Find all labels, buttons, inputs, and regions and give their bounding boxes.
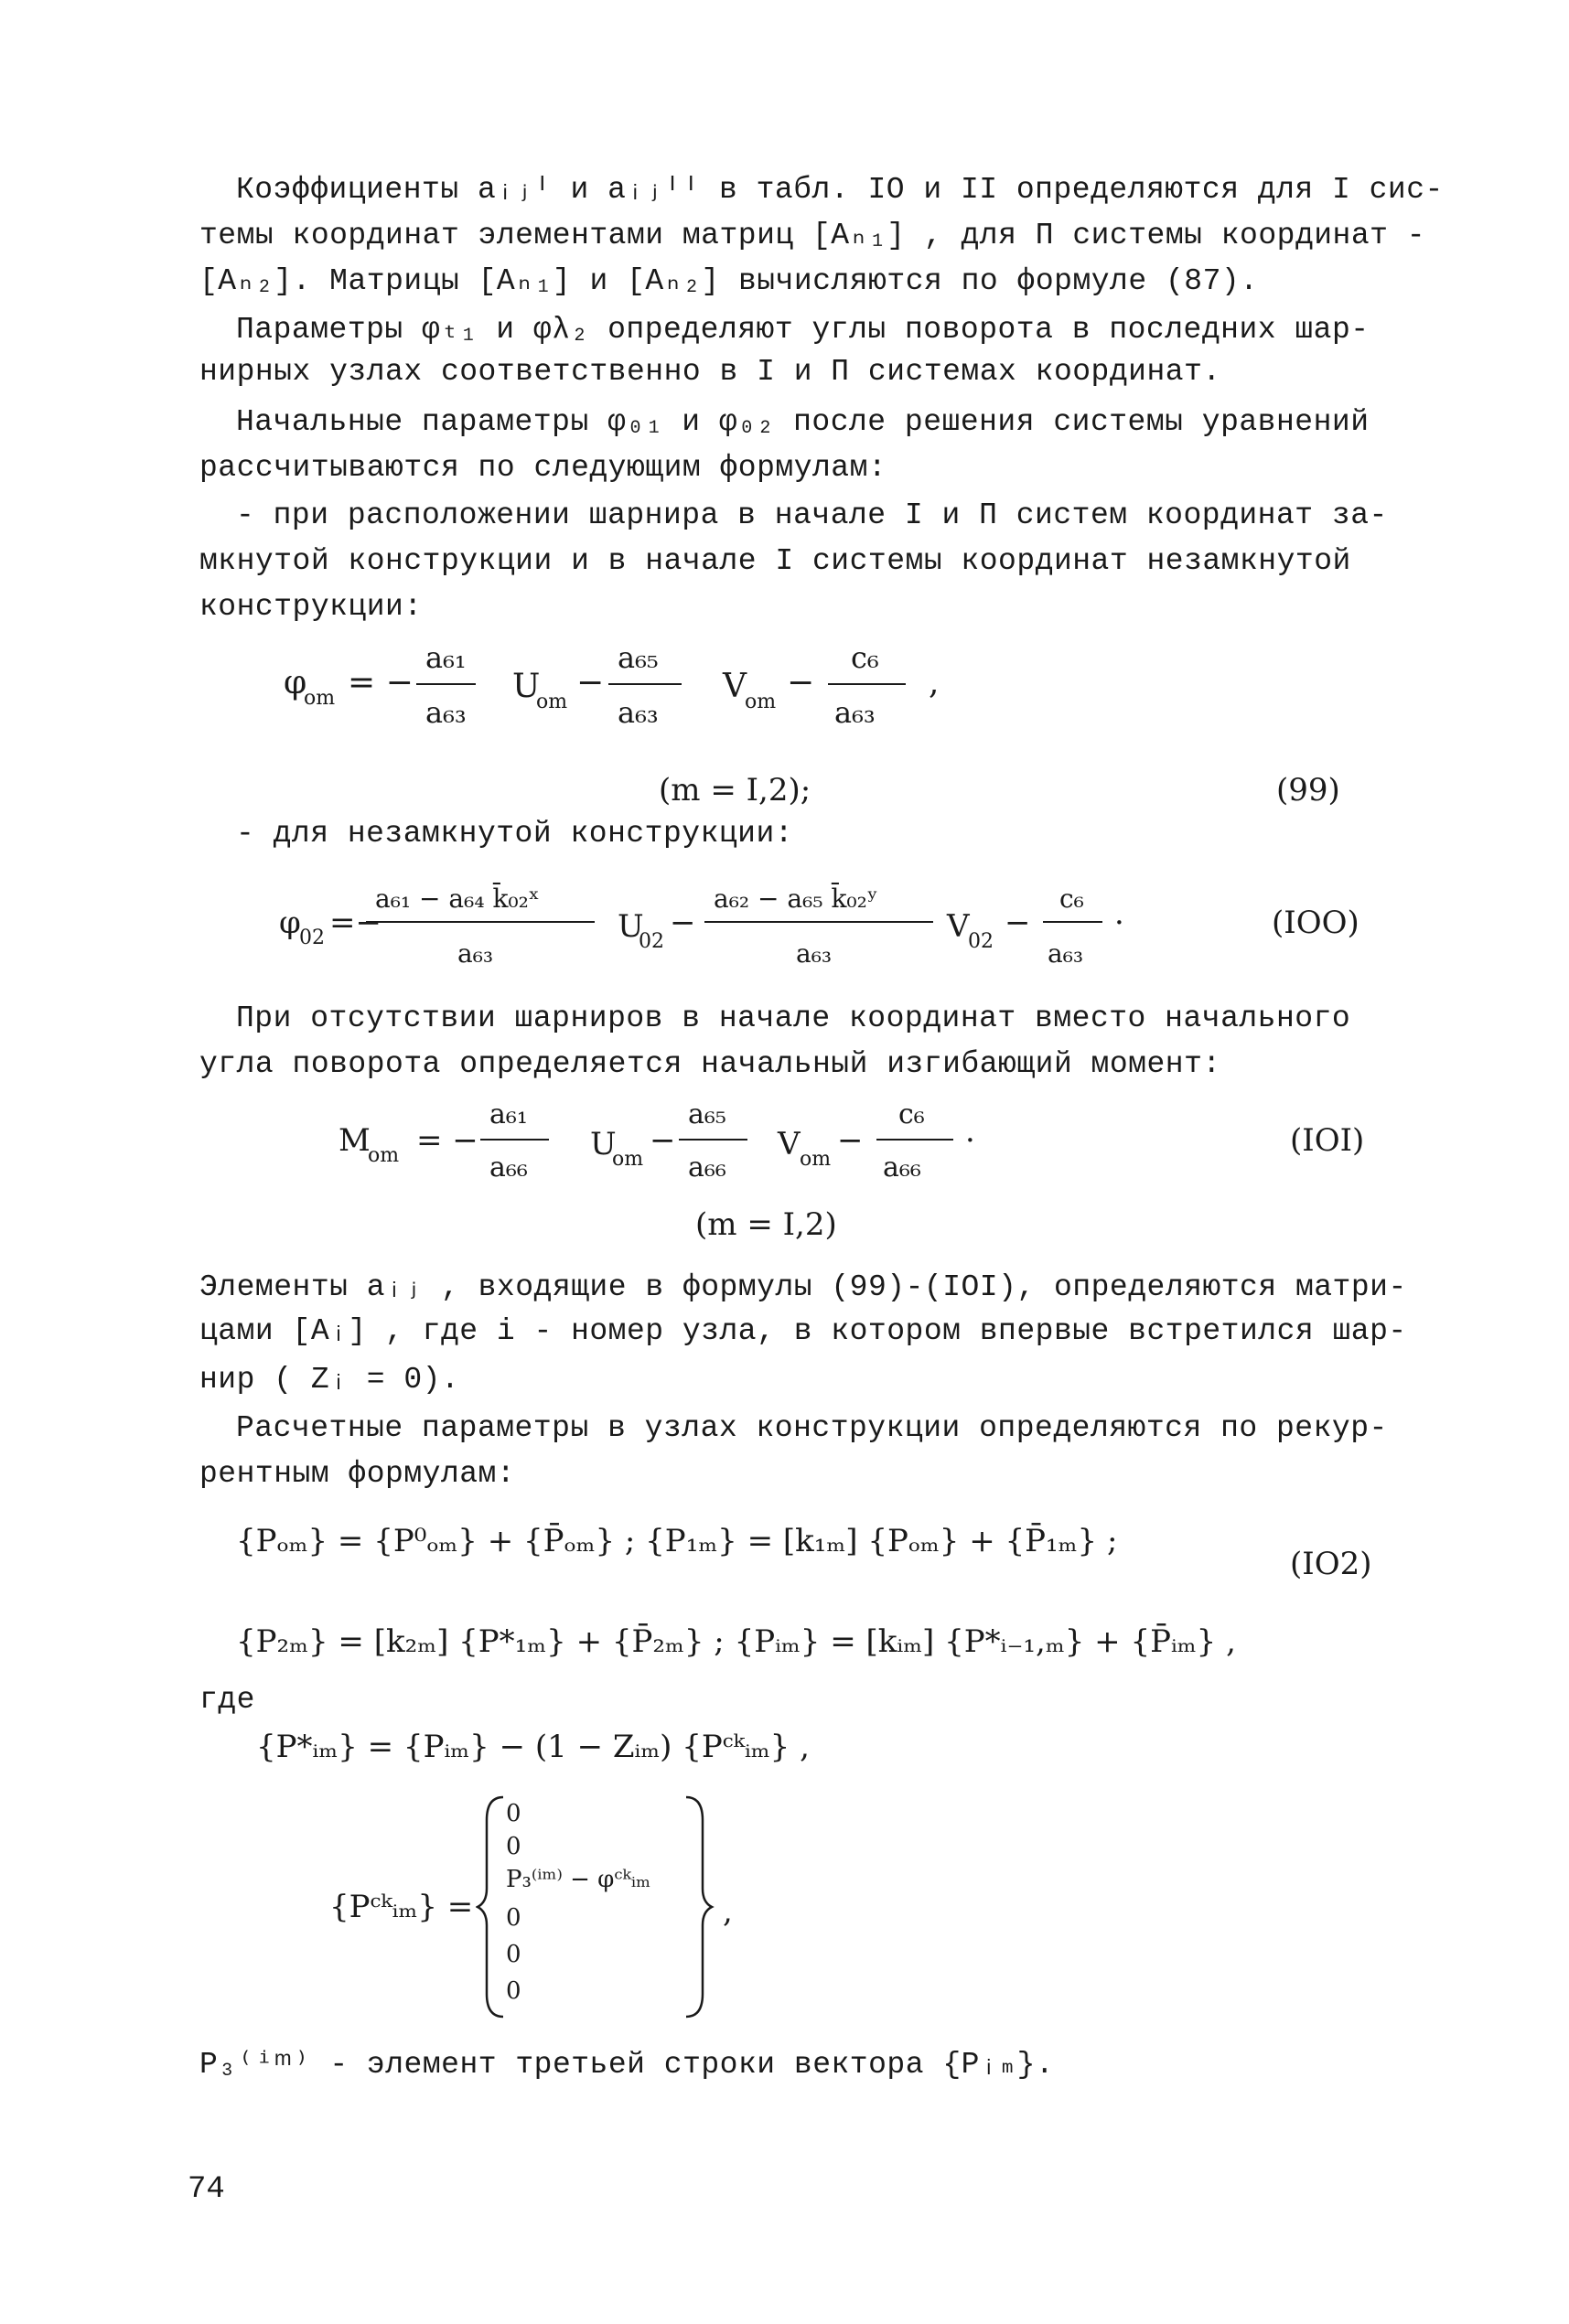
paragraph-1-line-3: [Aₙ₂]. Матрицы [Aₙ₁] и [Aₙ₂] вычисляются по формуле (87). (199, 264, 1259, 298)
where-word: где (199, 1683, 255, 1717)
eq99-t2-var-sub: om (745, 691, 777, 713)
eq99-t2-num: a₆₅ (618, 640, 659, 675)
eq100-t2-var-sub: 02 (968, 930, 994, 953)
eq100-t1-num: a₆₁ − a₆₄ k̄₀₂ˣ (375, 884, 540, 914)
eq101-t2-den: a₆₆ (688, 1151, 726, 1183)
final-line: P₃⁽ⁱᵐ⁾ - элемент третьей строки вектора {Pᵢₘ}. (199, 2048, 1055, 2082)
pck-vector-row-4: 0 (506, 1904, 521, 1932)
eq99-lhs: φ (284, 664, 307, 701)
eq101-lhs-sub: om (368, 1144, 400, 1167)
paragraph-7-line-3: нир ( Zᵢ = 0). (199, 1363, 460, 1397)
eq101-t3-den: a₆₆ (883, 1151, 921, 1183)
page-number: 74 (188, 2172, 225, 2207)
paragraph-2-line-1: Параметры φₜ₁ и φλ₂ определяют углы поворота в последних шар- (236, 313, 1370, 347)
paragraph-7-line-1: Элементы aᵢⱼ , входящие в формулы (99)-(IOI), определяются матри- (199, 1270, 1407, 1304)
svg-text:−: − (670, 905, 696, 941)
paragraph-8-line-1: Расчетные параметры в узлах конструкции определяются по рекур- (236, 1411, 1388, 1445)
paragraph-4-line-2: мкнутой конструкции и в начале I системы координат незамкнутой (199, 544, 1351, 578)
eq100-t1-den: a₆₃ (457, 938, 494, 969)
svg-text:−: − (1005, 905, 1031, 941)
eq99-number: (99) (1276, 772, 1340, 809)
eq102-number: (IO2) (1290, 1546, 1372, 1582)
svg-text:−: − (650, 1122, 676, 1159)
paragraph-8-line-2: рентным формулам: (199, 1457, 516, 1491)
svg-text:−: − (787, 664, 815, 701)
equation-99 (274, 631, 1418, 823)
eq101-t1-num: a₆₁ (489, 1098, 528, 1130)
eq100-t2-num: a₆₂ − a₆₅ k̄₀₂ʸ (714, 884, 878, 914)
eq102-line-1: {Pₒₘ} = {P⁰ₒₘ} + {P̄ₒₘ} ; {P₁ₘ} = [k₁ₘ] {Pₒₘ} + {P̄₁ₘ} ; (236, 1523, 1118, 1559)
paragraph-1-line-2: темы координат элементами матриц [Aₙ₁] , для П системы координат - (199, 219, 1426, 252)
eq101-t2-var-sub: om (800, 1148, 832, 1171)
eq100-t3-den: a₆₃ (1048, 938, 1084, 969)
eq101-t1-var: U (590, 1126, 617, 1162)
eq99-t2-den: a₆₃ (618, 695, 659, 730)
eq101-t2-var: V (778, 1126, 801, 1162)
eq99-t1-den: a₆₃ (425, 695, 467, 730)
eq99-t2-var: V (723, 668, 747, 705)
eq101-number: (IOI) (1290, 1122, 1365, 1159)
svg-text:,: , (929, 664, 940, 701)
paragraph-3-line-1: Начальные параметры φ₀₁ и φ₀₂ после решения системы уравнений (236, 405, 1370, 439)
paragraph-4-line-1: - при расположении шарнира в начале I и П систем координат за- (236, 498, 1388, 532)
equation-100 (274, 860, 1418, 979)
eq101-t2-num: a₆₅ (688, 1098, 726, 1130)
eq100-lhs-sub: 02 (299, 926, 325, 949)
eq100-t2-var: V (947, 908, 970, 945)
eq99-t1-num: a₆₁ (425, 640, 467, 675)
paragraph-6-line-2: угла поворота определяется начальный изгибающий момент: (199, 1047, 1221, 1081)
eq100-t1-var: U (618, 908, 644, 945)
eq99-t1-var: U (512, 668, 541, 705)
eq99-condition: (m = I,2); (659, 772, 811, 809)
paragraph-1-line-1: Коэффициенты aᵢⱼᴵ и aᵢⱼᴵᴵ в табл. IO и II определяются для I сис- (236, 173, 1444, 207)
paragraph-7-line-2: цами [Aᵢ] , где i - номер узла, в котором впервые встретился шар- (199, 1314, 1407, 1348)
paragraph-5-line-1: - для незамкнутой конструкции: (236, 817, 794, 851)
paragraph-6-line-1: При отсутствии шарниров в начале координат вместо начального (236, 1001, 1351, 1035)
eq102-line-2: {P₂ₘ} = [k₂ₘ] {P*₁ₘ} + {P̄₂ₘ} ; {Pᵢₘ} = [kᵢₘ] {P*ᵢ₋₁,ₘ} + {P̄ᵢₘ} , (236, 1623, 1236, 1660)
eq99-lhs-sub: om (304, 687, 336, 710)
pck-tail: , (723, 1893, 733, 1930)
eq99-t3-den: a₆₃ (834, 695, 876, 730)
pck-vector-row-1: 0 (506, 1800, 521, 1827)
pck-vector-row-5: 0 (506, 1941, 521, 1968)
svg-text:·: · (1114, 905, 1124, 941)
paragraph-3-line-2: рассчитываются по следующим формулам: (199, 451, 887, 485)
paragraph-4-line-3: конструкции: (199, 590, 423, 624)
svg-text:=−: =− (329, 905, 382, 941)
pck-vector-row-2: 0 (506, 1833, 521, 1860)
svg-text:−: − (576, 664, 605, 701)
eq100-t1-var-sub: 02 (639, 930, 664, 953)
eq100-t3-num: c₆ (1059, 884, 1084, 914)
svg-text:= −: = − (348, 664, 414, 701)
eq101-t3-num: c₆ (898, 1098, 925, 1130)
pck-lhs: {Pᶜᵏᵢₘ} = (329, 1889, 474, 1925)
svg-text:·: · (965, 1122, 975, 1159)
pck-vector-row-6: 0 (506, 1977, 521, 2005)
eq101-t1-den: a₆₆ (489, 1151, 528, 1183)
eq100-t2-den: a₆₃ (796, 938, 833, 969)
svg-text:= −: = − (416, 1122, 478, 1159)
pck-vector-row-3: P₃⁽ⁱᵐ⁾ − φᶜᵏᵢₘ (506, 1866, 651, 1893)
svg-text:−: − (837, 1122, 864, 1159)
eq100-number: (IOO) (1272, 905, 1359, 941)
eq99-t1-var-sub: om (536, 691, 568, 713)
eq101-lhs: M (339, 1122, 371, 1159)
equation-101 (329, 1088, 1418, 1253)
paragraph-2-line-2: нирных узлах соответственно в I и П системах координат. (199, 355, 1221, 389)
eq100-lhs: φ (279, 905, 301, 941)
pstar-equation: {P*ᵢₘ} = {Pᵢₘ} − (1 − Zᵢₘ) {Pᶜᵏᵢₘ} , (256, 1729, 810, 1765)
eq101-t1-var-sub: om (612, 1148, 644, 1171)
eq101-condition: (m = I,2) (695, 1206, 837, 1243)
eq99-t3-num: c₆ (851, 640, 879, 675)
